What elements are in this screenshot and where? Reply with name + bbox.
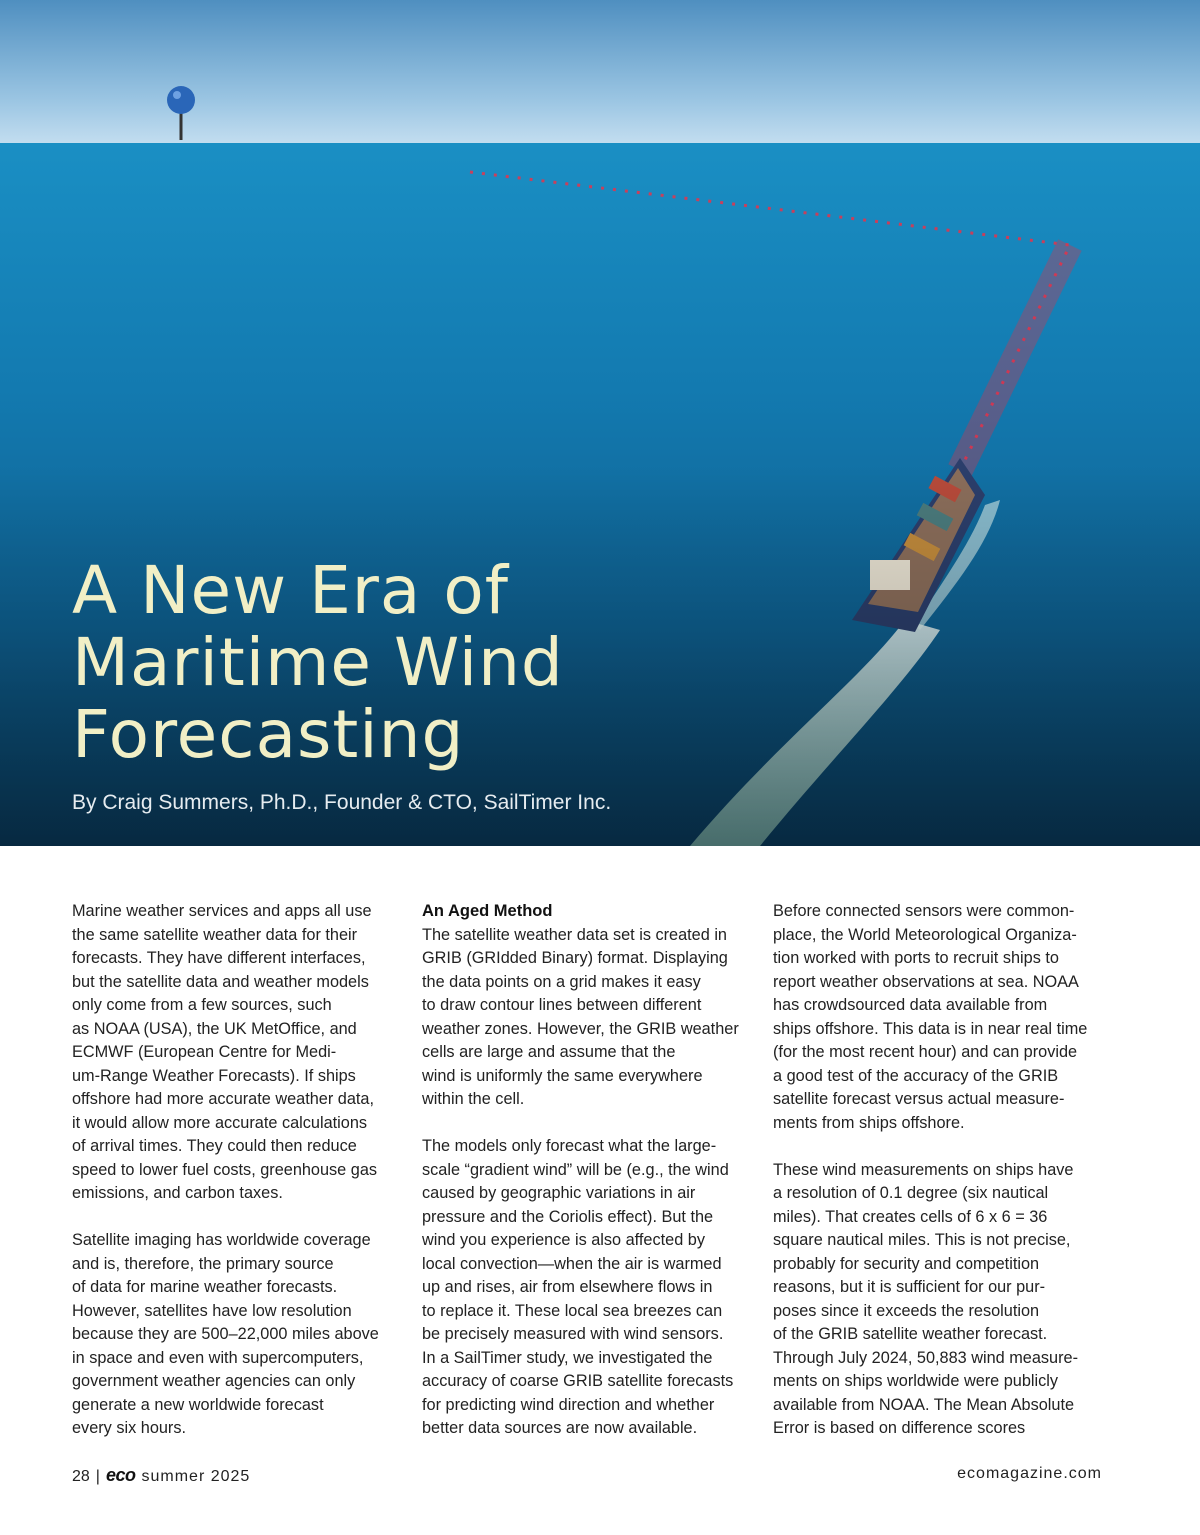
folio-separator: | [95, 1468, 100, 1485]
text-line: of the GRIB satellite weather forecast. [773, 1325, 1048, 1343]
text-line: local convection—when the air is warmed [422, 1254, 722, 1273]
paragraph [422, 924, 752, 1112]
text-line: ments from ships offshore. [773, 1113, 965, 1132]
text-line: ECMWF (European Centre for Medi- [72, 1043, 337, 1061]
text-line: to replace it. These local sea breezes can [422, 1301, 723, 1320]
section-heading: An Aged Method [422, 902, 553, 920]
text-line: tion worked with ports to recruit ships to [773, 949, 1059, 967]
text-line: ments on ships worldwide were publicly [773, 1372, 1059, 1390]
text-line: accuracy of coarse GRIB satellite forecasts [422, 1372, 734, 1390]
text-line: every six hours. [72, 1419, 187, 1437]
text-line: only come from a few sources, such [72, 996, 332, 1014]
text-line: generate a new worldwide forecast [72, 1395, 324, 1414]
text-line: satellite forecast versus actual measure- [773, 1090, 1065, 1108]
title-line: Maritime Wind [72, 624, 564, 701]
text-line: Error is based on difference scores [773, 1419, 1026, 1437]
text-line: These wind measurements on ships have [773, 1160, 1074, 1179]
text-line: available from NOAA. The Mean Absolute [773, 1395, 1075, 1414]
paragraph [72, 1229, 402, 1441]
text-line: to draw contour lines between different [422, 996, 702, 1014]
text-line: wind is uniformly the same everywhere [422, 1066, 703, 1085]
text-line: but the satellite data and weather models [72, 972, 369, 991]
text-line: However, satellites have low resolution [72, 1301, 352, 1320]
issue-label: summer 2025 [141, 1468, 251, 1485]
text-line: Before connected sensors were common- [773, 902, 1075, 920]
paragraph [72, 900, 402, 1206]
text-line: The models only forecast what the large- [422, 1137, 717, 1155]
column-2 [422, 900, 752, 1464]
text-line: caused by geographic variations in air [422, 1184, 696, 1202]
column-1 [72, 900, 402, 1464]
author-byline: By Craig Summers, Ph.D., Founder & CTO, SailTimer Inc. [72, 791, 612, 814]
paragraph [773, 1159, 1103, 1441]
text-line: square nautical miles. This is not precise, [773, 1231, 1071, 1249]
text-line: a good test of the accuracy of the GRIB [773, 1066, 1059, 1085]
text-line: because they are 500–22,000 miles above [72, 1325, 379, 1343]
text-line: miles). That creates cells of 6 x 6 = 36 [773, 1207, 1048, 1226]
text-line: and is, therefore, the primary source [72, 1254, 334, 1273]
text-line: be precisely measured with wind sensors. [422, 1325, 724, 1343]
title-line: A New Era of [72, 552, 509, 629]
text-line: has crowdsourced data available from [773, 996, 1048, 1014]
text-line: scale “gradient wind” will be (e.g., the wind [422, 1160, 729, 1179]
text-line: offshore had more accurate weather data, [72, 1090, 374, 1108]
text-line: within the cell. [422, 1090, 525, 1108]
text-line: place, the World Meteorological Organiza- [773, 925, 1077, 944]
text-line: forecasts. They have different interfaces, [72, 949, 366, 967]
text-line: um-Range Weather Forecasts). If ships [72, 1066, 356, 1085]
text-line: In a SailTimer study, we investigated the [422, 1348, 713, 1367]
page-number: 28 [72, 1468, 90, 1485]
text-line: government weather agencies can only [72, 1372, 356, 1390]
text-line: the data points on a grid makes it easy [422, 972, 701, 991]
text-line: reasons, but it is sufficient for our pur- [773, 1278, 1046, 1296]
paragraph [422, 1135, 752, 1441]
text-line: Through July 2024, 50,883 wind measure- [773, 1348, 1079, 1367]
text-line: The satellite weather data set is created in [422, 925, 727, 944]
text-line: pressure and the Coriolis effect). But the [422, 1207, 714, 1226]
text-line: Satellite imaging has worldwide coverage [72, 1231, 371, 1249]
text-line: weather zones. However, the GRIB weather [422, 1019, 739, 1038]
website-link[interactable]: ecomagazine.com [957, 1465, 1102, 1482]
paragraph [773, 900, 1103, 1135]
text-line: it would allow more accurate calculations [72, 1113, 368, 1132]
text-line: as NOAA (USA), the UK MetOffice, and [72, 1019, 357, 1038]
text-line: wind you experience is also affected by [422, 1231, 705, 1249]
text-line: better data sources are now available. [422, 1419, 698, 1437]
text-line: of data for marine weather forecasts. [72, 1278, 338, 1296]
text-line: emissions, and carbon taxes. [72, 1184, 283, 1202]
text-line: speed to lower fuel costs, greenhouse gas [72, 1160, 378, 1179]
article-title [72, 552, 792, 773]
text-line: in space and even with supercomputers, [72, 1348, 364, 1367]
text-line: probably for security and competition [773, 1254, 1040, 1273]
text-line: for predicting wind direction and whether [422, 1395, 715, 1414]
text-line: a resolution of 0.1 degree (six nautical [773, 1184, 1049, 1202]
text-line: ships offshore. This data is in near real time [773, 1019, 1088, 1038]
text-line: up and rises, air from elsewhere flows in [422, 1278, 713, 1296]
text-line: GRIB (GRIdded Binary) format. Displaying [422, 949, 728, 967]
title-line: Forecasting [72, 696, 465, 773]
folio [72, 1465, 250, 1486]
text-line: poses since it exceeds the resolution [773, 1301, 1040, 1320]
text-line: Marine weather services and apps all use [72, 902, 372, 920]
column-3 [773, 900, 1103, 1464]
eco-logo: eco [105, 1465, 136, 1485]
text-line: of arrival times. They could then reduce [72, 1137, 357, 1155]
text-line: (for the most recent hour) and can provide [773, 1043, 1078, 1061]
text-line: report weather observations at sea. NOAA [773, 972, 1079, 991]
text-line: the same satellite weather data for their [72, 925, 358, 944]
text-line: cells are large and assume that the [422, 1043, 676, 1061]
